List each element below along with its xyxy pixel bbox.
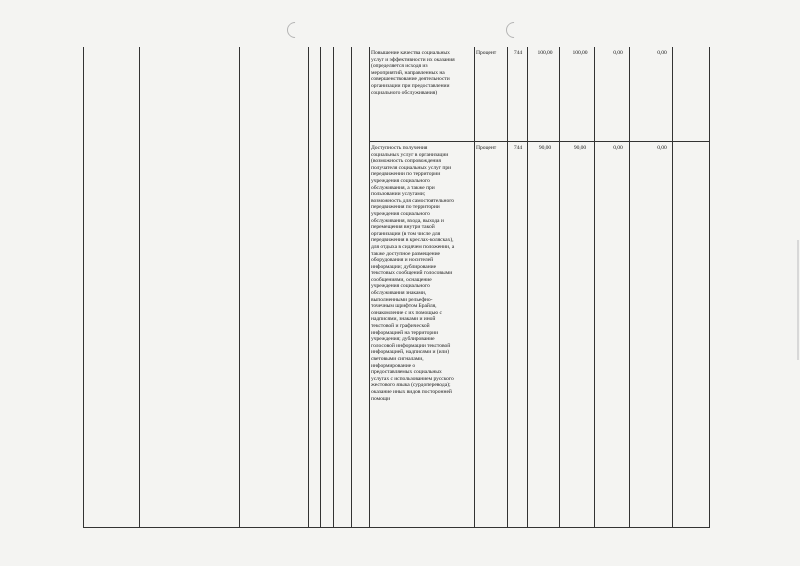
row-divider <box>369 141 709 142</box>
value-cell: 0,00 <box>657 50 667 56</box>
value-cell: 0,00 <box>613 145 623 151</box>
unit-cell: Процент <box>476 145 497 151</box>
value-cell: 0,00 <box>613 50 623 56</box>
punch-hole-right <box>503 19 526 42</box>
column-divider <box>351 47 352 527</box>
column-divider <box>308 47 309 527</box>
value-cell: 100,00 <box>537 50 553 56</box>
value-cell: 0,00 <box>657 145 667 151</box>
value-cell: 100,00 <box>572 50 588 56</box>
value-cell: 90,00 <box>573 145 587 151</box>
column-divider <box>507 47 508 527</box>
column-divider <box>369 47 370 527</box>
indicator-description: Доступность получения социальных услуг в организации (возможность сопровождения получателя социальных услуг при передвижении по территории учреждения социального обслуживания, а также при пользовании услугами; возможность для самостоятельного передвижения по территории учреждения социального обслуживания, входа, выхода и перемещения внутри такой организации (в том числе для передвижения в креслах-колясках), для отдыха в сидячем положении, а также доступное размещение оборудования и носителей информации; дублирование текстовых сообщений голосовыми сообщениями, оснащение учреждения социального обслуживания знаками, выполненными рельефно- точечным шрифтом Брайля, ознакомление с их помощью с надписями, знаками и иной текстовой и графической информацией на территории учреждения; дублирование голосовой информации текстовой информацией, надписями и (или) световыми сигналами, информирование о предоставляемых социальных услугах с использованием русского жестового языка (сурдоперевода); оказание иных видов посторонней помощи <box>371 145 455 402</box>
column-divider <box>629 47 630 527</box>
column-divider <box>139 47 140 527</box>
indicator-description: Повышение качества социальных услуг и эффективности их оказания (определяется исходя из мероприятий, направленных на совершенствование деятельности организации при предоставлении социального обслуживания) <box>371 50 455 96</box>
indicator-table <box>83 47 710 528</box>
okei-code-cell: 744 <box>513 145 523 151</box>
scan-edge-shadow <box>797 240 799 360</box>
column-divider <box>672 47 673 527</box>
column-divider <box>239 47 240 527</box>
okei-code-cell: 744 <box>513 50 523 56</box>
column-divider <box>594 47 595 527</box>
punch-hole-left <box>284 19 307 42</box>
column-divider <box>320 47 321 527</box>
value-cell: 90,00 <box>538 145 552 151</box>
column-divider <box>333 47 334 527</box>
column-divider <box>709 47 710 527</box>
column-divider <box>527 47 528 527</box>
column-divider <box>559 47 560 527</box>
column-divider <box>474 47 475 527</box>
unit-cell: Процент <box>476 50 497 56</box>
